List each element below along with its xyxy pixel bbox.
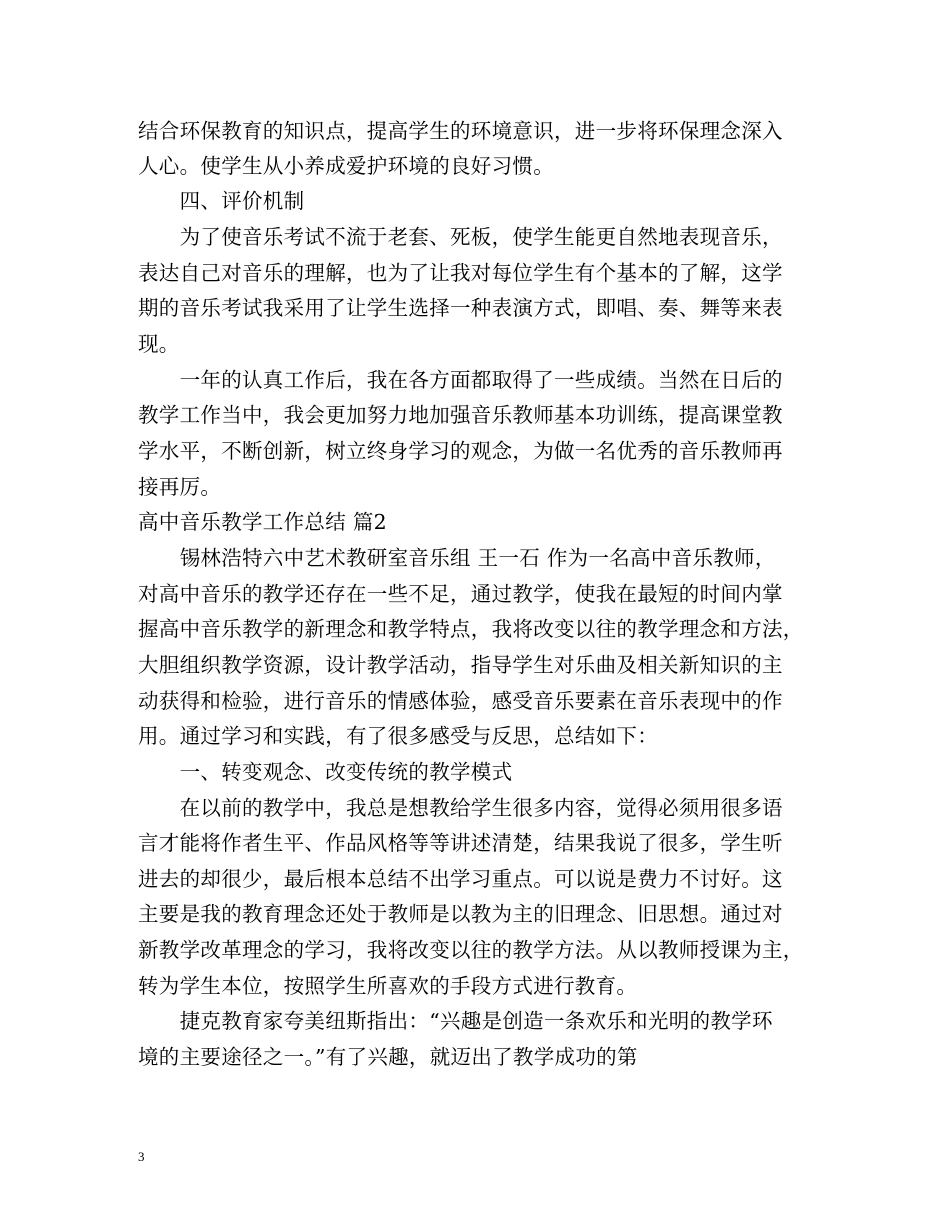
text-line: 接再厉。 <box>138 475 222 499</box>
text-line: 为了使音乐考试不流于老套、死板，使学生能更自然地表现音乐， <box>138 225 783 249</box>
text-line: 进去的却很少，最后根本总结不出学习重点。可以说是费力不讨好。这 <box>138 867 783 891</box>
text-line: 一年的认真工作后，我在各方面都取得了一些成绩。当然在日后的 <box>138 368 783 392</box>
text-line: 用。通过学习和实践，有了很多感受与反思，总结如下： <box>138 724 658 748</box>
text-line: 新教学改革理念的学习，我将改变以往的教学方法。从以教师授课为主， <box>138 938 804 962</box>
text-line: 学水平，不断创新，树立终身学习的观念，为做一名优秀的音乐教师再 <box>138 439 783 463</box>
article-title: 高中音乐教学工作总结 篇2 <box>138 510 387 534</box>
text-line: 境的主要途径之一。”有了兴趣，就迈出了教学成功的第 <box>138 1045 638 1069</box>
text-line: 期的音乐考试我采用了让学生选择一种表演方式，即唱、奏、舞等来表 <box>138 296 783 320</box>
text-line: 动获得和检验，进行音乐的情感体验，感受音乐要素在音乐表现中的作 <box>138 689 783 713</box>
text-line: 捷克教育家夸美纽斯指出：“兴趣是创造一条欢乐和光明的教学环 <box>138 1009 773 1033</box>
text-line: 在以前的教学中，我总是想教给学生很多内容，觉得必须用很多语 <box>138 796 783 820</box>
page-number: 3 <box>138 1149 145 1164</box>
text-line: 现。 <box>138 332 180 356</box>
text-line: 表达自己对音乐的理解，也为了让我对每位学生有个基本的了解，这学 <box>138 261 783 285</box>
text-line: 大胆组织教学资源，设计教学活动，指导学生对乐曲及相关新知识的主 <box>138 653 783 677</box>
text-line: 主要是我的教育理念还处于教师是以教为主的旧理念、旧思想。通过对 <box>138 902 783 926</box>
text-line: 握高中音乐教学的新理念和教学特点，我将改变以往的教学理念和方法， <box>138 617 804 641</box>
section-heading: 四、评价机制 <box>138 189 305 213</box>
text-line: 对高中音乐的教学还存在一些不足，通过教学，使我在最短的时间内掌 <box>138 582 783 606</box>
text-line: 言才能将作者生平、作品风格等等讲述清楚，结果我说了很多，学生听 <box>138 831 783 855</box>
text-line: 结合环保教育的知识点，提高学生的环境意识，进一步将环保理念深入 <box>138 119 783 143</box>
text-line: 转为学生本位，按照学生所喜欢的手段方式进行教育。 <box>138 974 638 998</box>
section-heading: 一、转变观念、改变传统的教学模式 <box>138 760 513 784</box>
text-line: 锡林浩特六中艺术教研室音乐组 王一石 作为一名高中音乐教师， <box>138 546 776 570</box>
text-line: 教学工作当中，我会更加努力地加强音乐教师基本功训练，提高课堂教 <box>138 403 783 427</box>
text-line: 人心。使学生从小养成爱护环境的良好习惯。 <box>138 154 554 178</box>
